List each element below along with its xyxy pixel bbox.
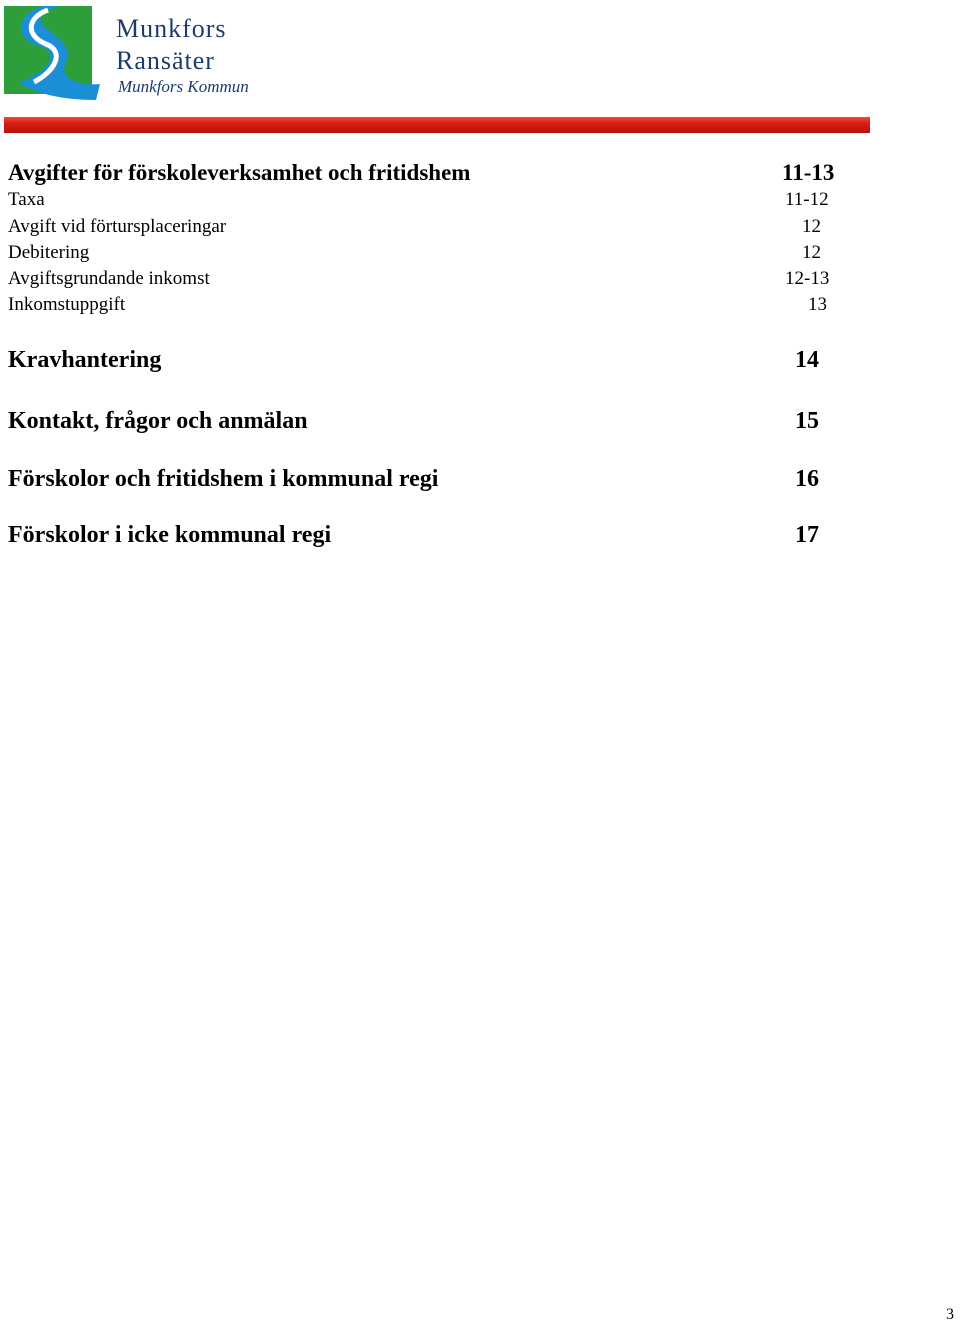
brand-name-line2: Ransäter (116, 46, 215, 75)
toc-sub-pages: 12 (802, 216, 821, 237)
brand-name-line1: Munkfors (116, 14, 227, 43)
toc-section-title: Kontakt, frågor och anmälan (8, 408, 308, 434)
toc-section-pages: 15 (795, 408, 819, 434)
toc-section-title: Förskolor i icke kommunal regi (8, 522, 332, 548)
river-emblem-icon (4, 4, 104, 104)
toc-sub-title: Avgift vid förtursplaceringar (8, 216, 227, 237)
toc-sub-title: Debitering (8, 242, 90, 263)
brand-subtitle: Munkfors Kommun (118, 77, 249, 96)
header-divider-bar (4, 117, 870, 133)
toc-main-title: Avgifter för förskoleverksamhet och fritidshem (8, 160, 471, 185)
municipality-logo (4, 4, 264, 104)
toc-sub-title: Avgiftsgrundande inkomst (8, 268, 210, 289)
toc-sub-pages: 13 (808, 294, 827, 315)
toc-sub-pages: 12 (802, 242, 821, 263)
toc-sub-title: Taxa (8, 189, 45, 210)
toc-section-pages: 16 (795, 466, 819, 492)
toc-sub-pages: 11-12 (785, 189, 829, 210)
toc-section-pages: 17 (795, 522, 819, 548)
toc-sub-title: Inkomstuppgift (8, 294, 126, 315)
toc-section-title: Förskolor och fritidshem i kommunal regi (8, 466, 439, 492)
toc-sub-pages: 12-13 (785, 268, 830, 289)
page-number: 3 (946, 1306, 954, 1323)
toc-main-pages: 11-13 (782, 160, 835, 185)
toc-section-title: Kravhantering (8, 347, 162, 373)
toc-section-pages: 14 (795, 347, 819, 373)
